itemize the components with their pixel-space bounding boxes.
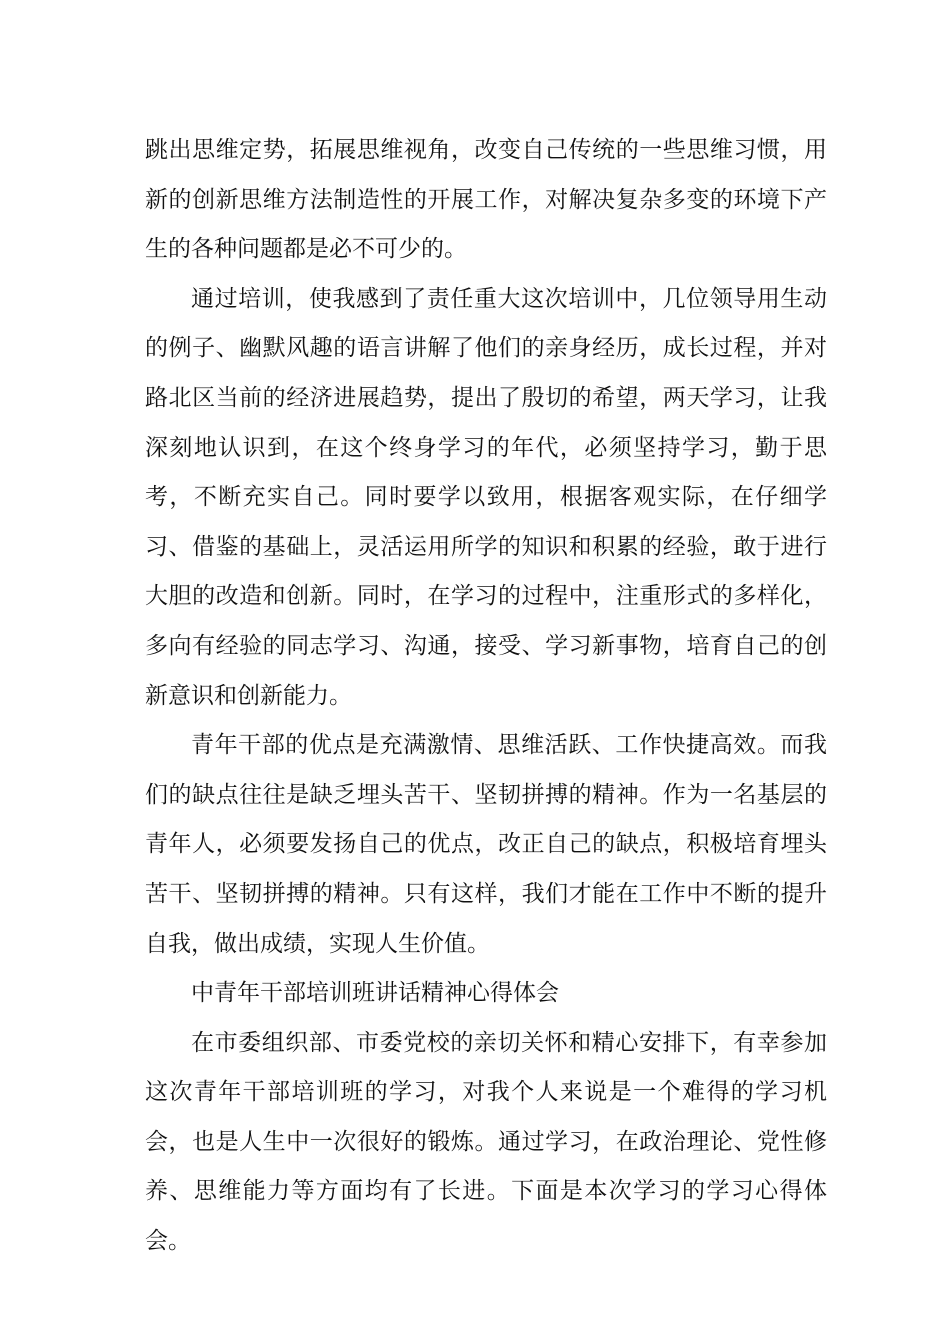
section-title: 中青年干部培训班讲话精神心得体会 bbox=[191, 980, 559, 1007]
paragraph-2: 通过培训，使我感到了责任重大这次培训中，几位领导用生动的例子、幽默风趣的语言讲解了他们的亲身经历，成长过程，并对路北区当前的经济进展趋势，提出了殷切的希望，两天学习，让我深刻地认识到，在这个终身学习的年代，必须坚持学习，勤于思考，不断充实自己。同时要学以致用，根据客观实际，在仔细学习、借鉴的基础上，灵活运用所学的知识和积累的经验，敢于进行大胆的改造和创新。同时，在学习的过程中，注重形式的多样化，多向有经验的同志学习、沟通，接受、学习新事物，培育自己的创新意识和创新能力。 bbox=[145, 285, 827, 709]
section-paragraph-1: 在市委组织部、市委党校的亲切关怀和精心安排下，有幸参加这次青年干部培训班的学习，对我个人来说是一个难得的学习机会，也是人生中一次很好的锻炼。通过学习，在政治理论、党性修养、思维能力等方面均有了长进。下面是本次学习的学习心得体会。 bbox=[145, 1029, 827, 1255]
document-body bbox=[145, 126, 827, 1267]
paragraph-3: 青年干部的优点是充满激情、思维活跃、工作快捷高效。而我们的缺点往往是缺乏埋头苦干、坚韧拼搏的精神。作为一名基层的青年人，必须要发扬自己的优点，改正自己的缺点，积极培育埋头苦干、坚韧拼搏的精神。只有这样，我们才能在工作中不断的提升自我，做出成绩，实现人生价值。 bbox=[145, 732, 827, 957]
paragraph-1: 跳出思维定势，拓展思维视角，改变自己传统的一些思维习惯，用新的创新思维方法制造性的开展工作，对解决复杂多变的环境下产生的各种问题都是必不可少的。 bbox=[145, 137, 827, 263]
